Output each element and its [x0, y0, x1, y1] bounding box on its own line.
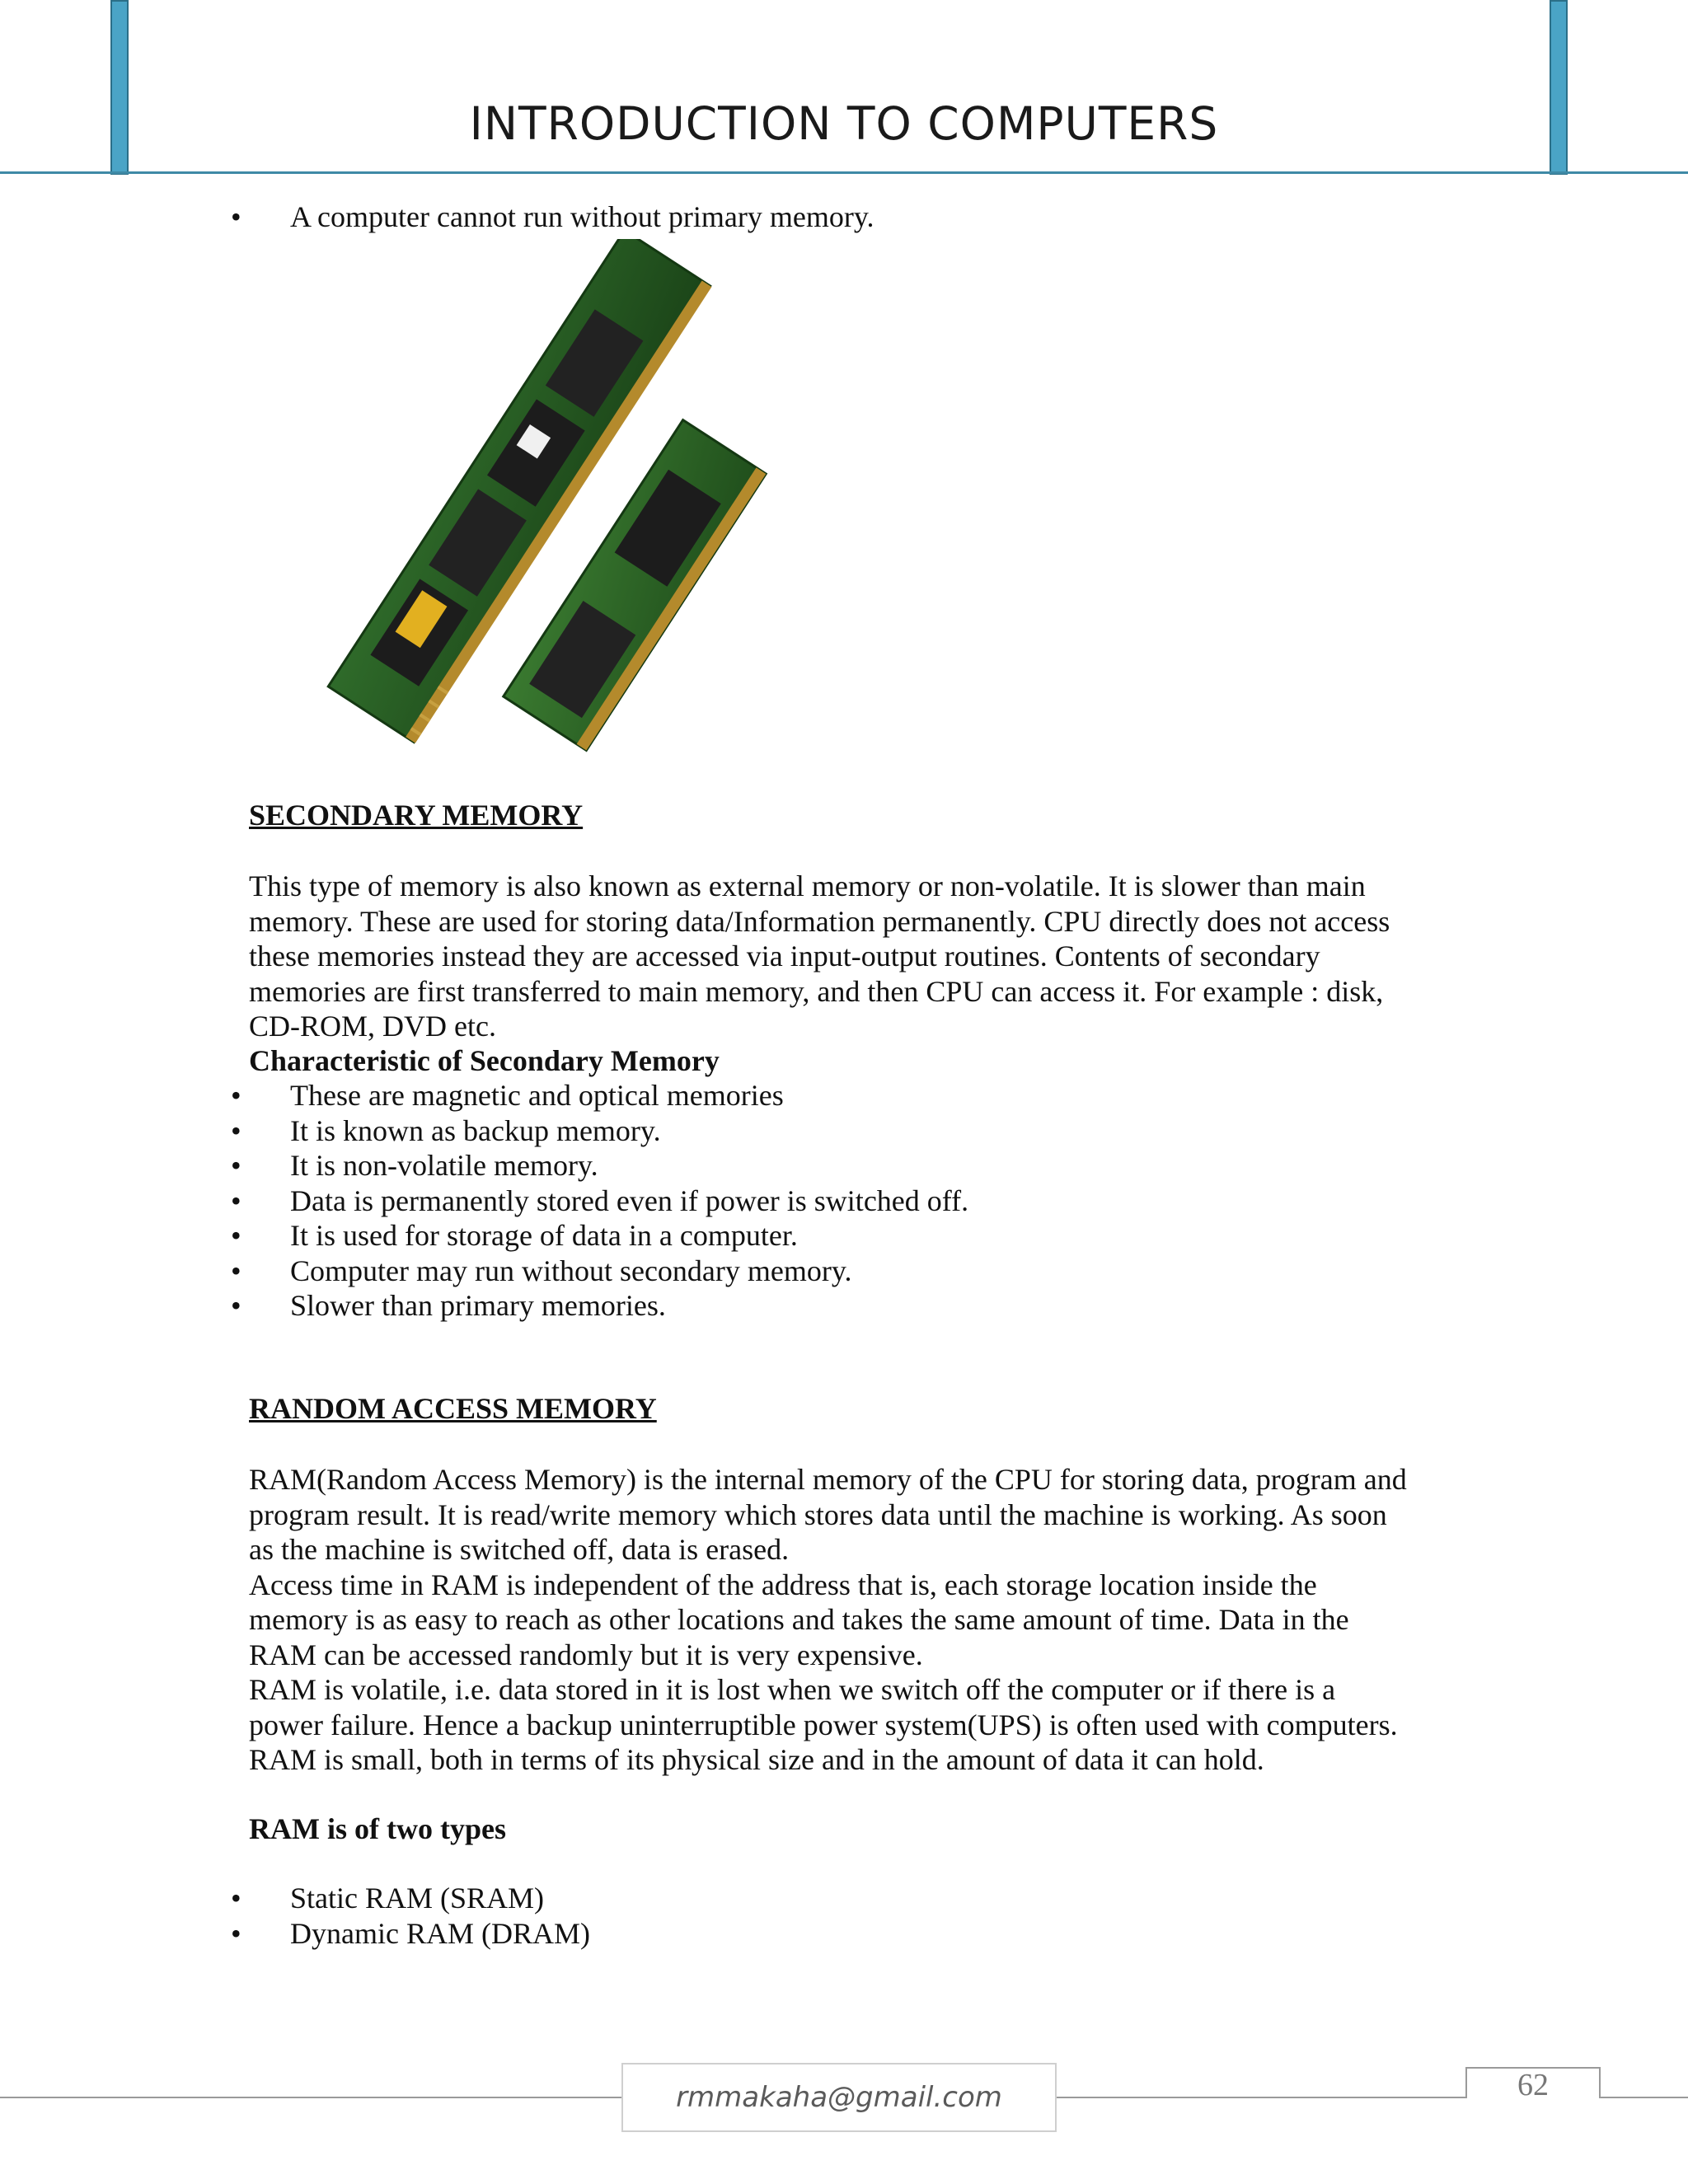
top-bullet-list [231, 199, 874, 235]
characteristic-heading: Characteristic of Secondary Memory [249, 1044, 720, 1077]
list-item: • It is non-volatile memory. [231, 1149, 598, 1182]
list-item: • These are magnetic and optical memories [231, 1079, 784, 1112]
page-number: 62 [1517, 2068, 1549, 2102]
header-rule [0, 171, 1688, 174]
bullet-icon: • [231, 1289, 241, 1322]
bullet-icon: • [231, 200, 241, 233]
bullet-icon: • [231, 1916, 241, 1950]
section-heading-random-access-memory: RANDOM ACCESS MEMORY [249, 1392, 657, 1425]
list-item: • It is used for storage of data in a computer. [231, 1219, 798, 1252]
list-item: • Slower than primary memories. [231, 1289, 666, 1322]
ram-modules-image [247, 239, 775, 766]
list-item: • Dynamic RAM (DRAM) [231, 1916, 590, 1950]
bullet-icon: • [231, 1219, 241, 1252]
ram-types-list [231, 1881, 590, 1951]
page-header-title: INTRODUCTION TO COMPUTERS [469, 97, 1219, 150]
bullet-icon: • [231, 1079, 241, 1112]
secondary-memory-paragraph: This type of memory is also known as external memory or non-volatile. It is slower than main memory. These are used for storing data/Information permanently. CPU directly does not access these memories instead they are accessed via input-output routines. Contents of secondary memories are first transferred to main memory, and then CPU can access it. For example : disk, CD-ROM, DVD etc. [249, 869, 1390, 1043]
section-heading-secondary-memory: SECONDARY MEMORY [249, 799, 584, 832]
ram-paragraph: RAM(Random Access Memory) is the internal memory of the CPU for storing data, program and program result. It is read/write memory which stores data until the machine is working. As soon as the machine is switched off, data is erased. Access time in RAM is independent of the address that is, each storage location inside the memory is as easy to reach as other locations and takes the same amount of time. Data in the RAM can be accessed randomly but it is very expensive. RAM is volatile, i.e. data stored in it is lost when we switch off the computer or if there is a power failure. Hence a backup uninterruptible power system(UPS) is often used with computers. RAM is small, both in terms of its physical size and in the amount of data it can hold. [249, 1463, 1407, 1776]
secondary-characteristics-list [231, 1078, 969, 1324]
footer-email: rmmakaha@gmail.com [621, 2063, 1057, 2132]
bullet-icon: • [231, 1882, 241, 1915]
bullet-icon: • [231, 1183, 241, 1217]
list-item: • Data is permanently stored even if power is switched off. [231, 1183, 969, 1217]
bullet-icon: • [231, 1149, 241, 1182]
list-item: • Static RAM (SRAM) [231, 1882, 545, 1915]
footer-rule-left [0, 2097, 621, 2098]
list-item: • It is known as backup memory. [231, 1113, 661, 1147]
bullet-icon: • [231, 1254, 241, 1287]
list-item: • A computer cannot run without primary memory. [231, 200, 874, 233]
footer-rule-right [1601, 2097, 1688, 2098]
footer-rule-middle [1057, 2097, 1465, 2098]
bullet-icon: • [231, 1113, 241, 1147]
ram-types-heading: RAM is of two types [249, 1812, 506, 1845]
list-item: • Computer may run without secondary memory. [231, 1254, 852, 1287]
